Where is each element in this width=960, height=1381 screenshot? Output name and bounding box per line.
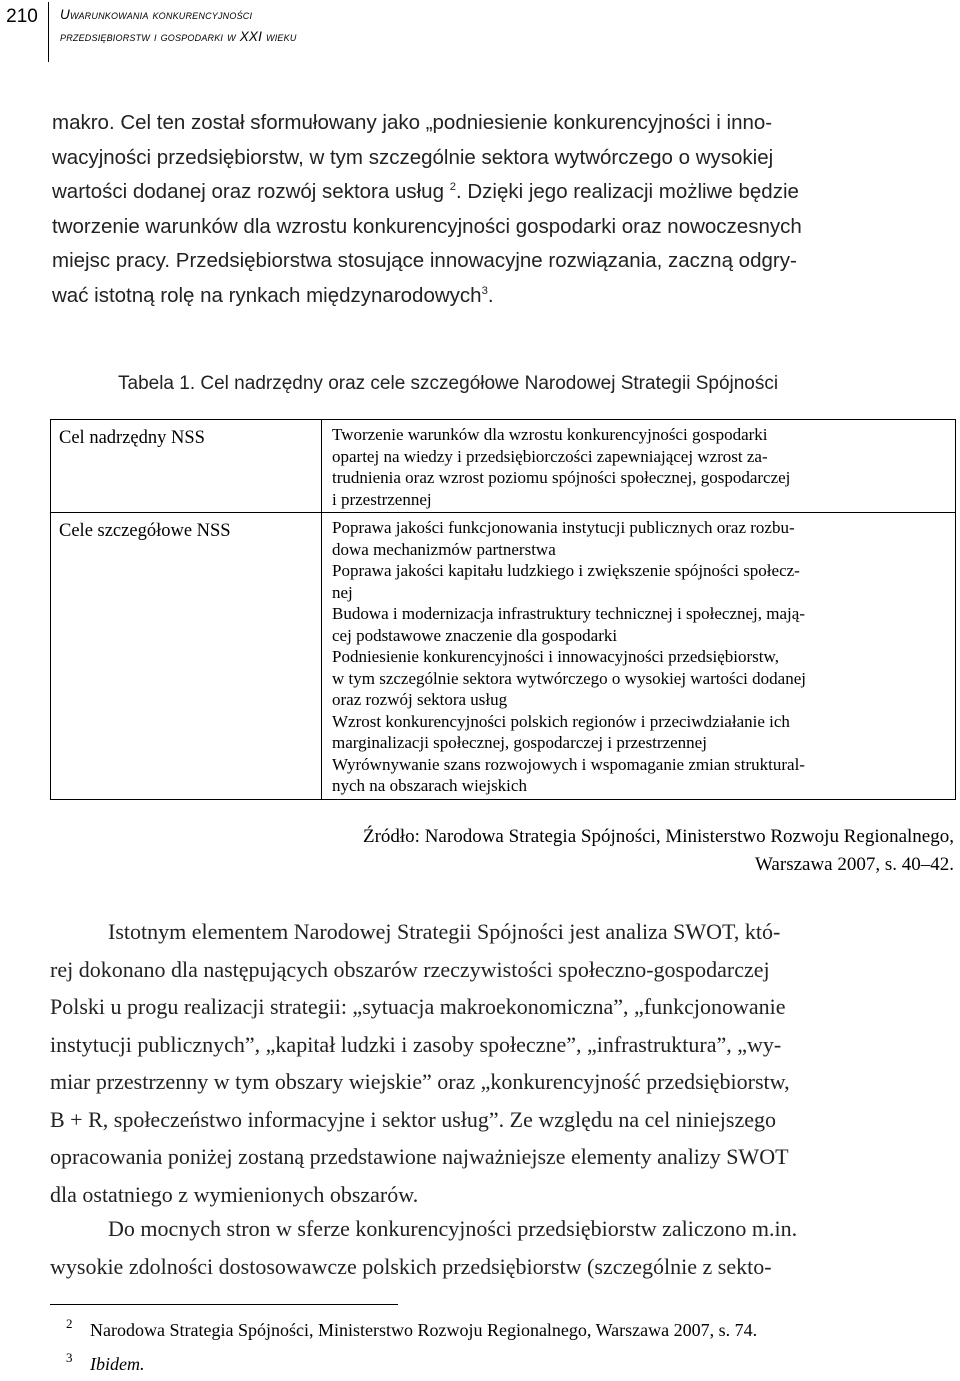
table-cell-line: Poprawa jakości funkcjonowania instytucji publicznych oraz rozbu- (332, 518, 795, 537)
footnote-text: Ibidem. (90, 1354, 145, 1374)
table-cell-line: w tym szczególnie sektora wytwórczego o wysokiej wartości dodanej (332, 668, 806, 688)
table-row-content (322, 420, 956, 513)
footnote-divider (50, 1304, 398, 1305)
paragraph-line: instytucji publicznych”, „kapitał ludzki i zasoby społeczne”, „infrastruktura”, „wy- (50, 1031, 782, 1057)
paragraph-line: wacyjności przedsiębiorstw, w tym szczególnie sektora wytwórczego o wysokiej (52, 145, 774, 169)
table-source (250, 823, 954, 879)
paragraph-line: makro. Cel ten został sformułowany jako „podniesienie konkurencyjności i inno- (52, 111, 773, 134)
table-row (51, 420, 956, 513)
paragraph-line: B + R, społeczeństwo informacyjne i sektor usług”. Ze względu na cel niniejszego (50, 1106, 776, 1132)
table-cell-line: opartej na wiedzy i przedsiębiorczości zapewniającej wzrost za- (332, 446, 768, 466)
footnote-number: 3 (66, 1350, 73, 1365)
footnote-text: Narodowa Strategia Spójności, Ministerstwo Rozwoju Regionalnego, Warszawa 2007, s. 74. (90, 1320, 758, 1340)
table-cell-line: trudnienia oraz wzrost poziomu spójności społecznej, gospodarczej (332, 468, 791, 487)
table-cell-line: nych na obszarach wiejskich (332, 776, 527, 795)
table-cell-line: Budowa i modernizacja infrastruktury technicznej i społecznej, mają- (332, 604, 805, 623)
footnote-number: 2 (66, 1316, 73, 1331)
table-cell-line: i przestrzennej (332, 489, 432, 509)
header-divider (48, 2, 49, 62)
source-line-1: Źródło: Narodowa Strategia Spójności, Ministerstwo Rozwoju Regionalnego, (362, 826, 954, 847)
paragraph-line: Istotnym elementem Narodowej Strategii Spójności jest analiza SWOT, któ- (108, 919, 781, 944)
paragraph-line: Do mocnych stron w sferze konkurencyjności przedsiębiorstw zaliczono m.in. (108, 1216, 798, 1241)
paragraph-fragment: . Dzięki jego realizacji możliwe będzie (455, 180, 799, 203)
source-line-2: Warszawa 2007, s. 40–42. (755, 854, 954, 875)
paragraph-line (52, 175, 956, 210)
paragraph-fragment: . (487, 283, 494, 307)
table-caption: Tabela 1. Cel nadrzędny oraz cele szczegółowe Narodowej Strategii Spójności (118, 373, 779, 394)
footnote-item (50, 1313, 757, 1347)
paragraph-line: miejsc pracy. Przedsiębiorstwa stosujące innowacyjne rozwiązania, zaczną odgry- (52, 249, 797, 272)
table-row-content (322, 513, 956, 800)
paragraph-line (52, 279, 956, 314)
paragraph-fragment: wać istotną rolę na rynkach międzynarodowych (52, 283, 482, 307)
running-head-line-1: Uwarunkowania konkurencyjności (60, 7, 253, 22)
table-row-label: Cel nadrzędny NSS (51, 420, 322, 513)
table-cell-line: nej (332, 582, 353, 602)
table-cell-line: dowa mechanizmów partnerstwa (332, 539, 556, 559)
page-number: 210 (6, 6, 38, 27)
running-head-line-2: przedsiębiorstw i gospodarki w XXI wieku (60, 29, 297, 44)
table-cell-line: Wzrost konkurencyjności polskich regionów i przeciwdziałanie ich (332, 711, 790, 731)
table-cell-line: Tworzenie warunków dla wzrostu konkurencyjności gospodarki (332, 425, 768, 444)
paragraph-line: Polski u progu realizacji strategii: „sytuacja makroekonomiczna”, „funkcjonowanie (50, 994, 786, 1019)
paragraph-1 (52, 106, 956, 313)
paragraph-line: rej dokonano dla następujących obszarów rzeczywistości społeczno-gospodarczej (50, 956, 770, 982)
table-cell-line: Podniesienie konkurencyjności i innowacyjności przedsiębiorstw, (332, 647, 779, 666)
footnote-ref-2[interactable]: 2 (449, 181, 456, 194)
paragraph-line: dla ostatniego z wymienionych obszarów. (50, 1181, 419, 1207)
page-header (0, 0, 960, 68)
table-row (51, 513, 956, 800)
table-cell-line: oraz rozwój sektora usług (332, 690, 508, 709)
table-cell-line: Poprawa jakości kapitału ludzkiego i zwiększenie spójności społecz- (332, 561, 800, 580)
paragraph-3 (50, 1210, 956, 1285)
paragraph-line: miar przestrzenny w tym obszary wiejskie” oraz „konkurencyjność przedsiębiorstw, (50, 1069, 790, 1094)
paragraph-line: opracowania poniżej zostaną przedstawione najważniejsze elementy analizy SWOT (50, 1144, 789, 1169)
table-cell-line: Wyrównywanie szans rozwojowych i wspomaganie zmian struktural- (332, 754, 805, 774)
paragraph-line: wysokie zdolności dostosowawcze polskich przedsiębiorstw (szczególnie z sekto- (50, 1253, 772, 1279)
paragraph-fragment: wartości dodanej oraz rozwój sektora usług (52, 180, 444, 203)
paragraph-line: tworzenie warunków dla wzrostu konkurencyjności gospodarki oraz nowoczesnych (52, 214, 802, 238)
footnotes (50, 1313, 757, 1381)
running-head (60, 4, 297, 48)
table-cell-line: cej podstawowe znaczenie dla gospodarki (332, 625, 618, 645)
table-cell-line: marginalizacji społecznej, gospodarczej i przestrzennej (332, 733, 707, 752)
table-row-label: Cele szczegółowe NSS (51, 513, 322, 800)
footnote-ref-3[interactable]: 3 (481, 284, 488, 297)
objectives-table (50, 419, 956, 800)
paragraph-2 (50, 913, 956, 1213)
